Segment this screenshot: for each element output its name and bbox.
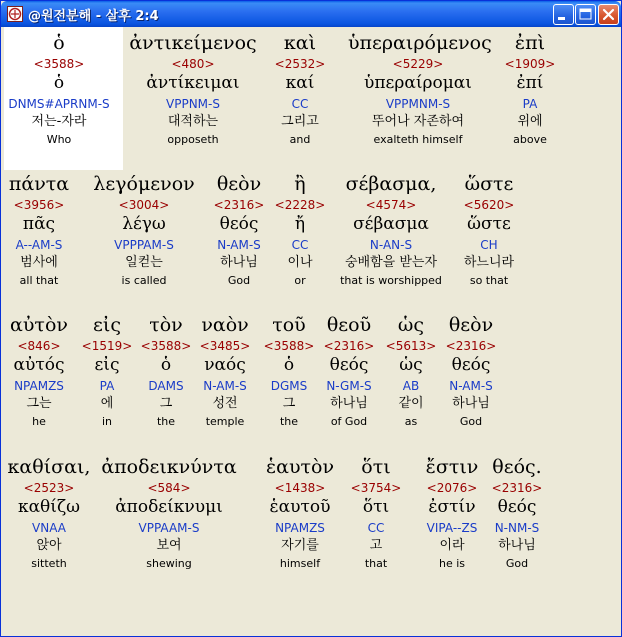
english-gloss: the: [156, 415, 176, 428]
lemma-word: λέγω: [122, 214, 166, 234]
korean-gloss: 하느니라: [463, 255, 515, 270]
greek-word: ὁ: [53, 32, 65, 54]
greek-word: θεοῦ: [326, 314, 372, 336]
english-gloss: he: [32, 415, 46, 428]
strong-number: <846>: [17, 339, 61, 353]
greek-word: ἀντικείμενος: [129, 32, 257, 54]
korean-gloss: 이나: [287, 255, 313, 270]
strong-number: <2316>: [491, 481, 543, 495]
parsing-code: VPPAAM-S: [138, 521, 200, 535]
korean-gloss: 하나님: [452, 396, 490, 411]
korean-gloss: 그: [282, 396, 296, 411]
korean-gloss: 숭배함을 받는자: [344, 255, 438, 270]
lemma-word: πᾶς: [22, 214, 56, 234]
window-title: @원전분해 - 살후 2:4: [28, 9, 159, 24]
korean-gloss: 위에: [517, 114, 543, 129]
parsing-code: VNAA: [32, 521, 66, 535]
english-gloss: and: [289, 133, 311, 146]
korean-gloss: 에: [100, 396, 114, 411]
lemma-word: ὑπεραίρομαι: [364, 73, 472, 93]
greek-word: τὸν: [149, 314, 183, 336]
greek-word: σέβασμα,: [345, 173, 437, 195]
strong-number: <5613>: [385, 339, 437, 353]
english-gloss: God: [227, 274, 251, 287]
strong-number: <2316>: [323, 339, 375, 353]
korean-gloss: 같이: [398, 396, 424, 411]
parsing-code: VPPPAM-S: [114, 238, 174, 252]
korean-gloss: 일컫는: [125, 255, 163, 270]
greek-word: ἀποδεικνύντα: [101, 456, 237, 478]
english-gloss: so that: [469, 274, 509, 287]
greek-word: καὶ: [283, 32, 317, 54]
greek-word: ἔστιν: [425, 456, 479, 478]
english-gloss: above: [513, 133, 547, 146]
greek-word: ἑαυτὸν: [265, 456, 335, 478]
lemma-word: ναός: [204, 355, 246, 375]
strong-number: <2076>: [426, 481, 478, 495]
close-button[interactable]: [598, 4, 619, 25]
english-gloss: exalteth himself: [373, 133, 463, 146]
english-gloss: God: [459, 415, 483, 428]
english-gloss: sitteth: [31, 557, 67, 570]
parsing-code: CC: [291, 97, 309, 111]
lemma-word: ἤ: [294, 214, 306, 234]
greek-word: εἰς: [93, 314, 121, 336]
greek-word: ὅτι: [361, 456, 391, 478]
korean-gloss: 대적하는: [167, 114, 219, 129]
strong-number: <2523>: [23, 481, 75, 495]
korean-gloss: 성전: [212, 396, 238, 411]
english-gloss: all that: [19, 274, 59, 287]
parsing-code: VPPNM-S: [166, 97, 220, 111]
minimize-button[interactable]: [553, 4, 574, 25]
lemma-word: θεός: [497, 497, 537, 517]
parsing-code: VPPMNM-S: [385, 97, 451, 111]
parsing-code: N-NM-S: [494, 521, 540, 535]
greek-word: θεὸν: [448, 314, 494, 336]
korean-gloss: 고: [369, 538, 383, 553]
lemma-word: καί: [285, 73, 315, 93]
parsing-code: PA: [522, 97, 538, 111]
parsing-code: NPAMZS: [275, 521, 325, 535]
parsing-code: DGMS: [270, 379, 308, 393]
strong-number: <3004>: [118, 198, 170, 212]
lemma-word: ἀποδείκνυμι: [115, 497, 223, 517]
parsing-code: NPAMZS: [14, 379, 64, 393]
parsing-code: CC: [291, 238, 309, 252]
strong-number: <3485>: [199, 339, 251, 353]
english-gloss: himself: [279, 557, 321, 570]
english-gloss: as: [404, 415, 418, 428]
korean-gloss: 하나님: [220, 255, 258, 270]
strong-number: <3588>: [140, 339, 192, 353]
analysis-panel[interactable]: [4, 27, 618, 634]
strong-number: <2532>: [274, 57, 326, 71]
lemma-word: θεός: [219, 214, 259, 234]
parsing-code: CH: [480, 238, 498, 252]
greek-word: ναὸν: [201, 314, 249, 336]
korean-gloss: 저는-자라: [31, 114, 87, 129]
parsing-code: DNMS#APRNM-S: [8, 97, 110, 111]
lemma-word: θεός: [451, 355, 491, 375]
korean-gloss: 이라: [439, 538, 465, 553]
korean-gloss: 하나님: [330, 396, 368, 411]
english-gloss: that: [364, 557, 388, 570]
lemma-word: ἑαυτοῦ: [269, 497, 331, 517]
strong-number: <5229>: [392, 57, 444, 71]
strong-number: <3956>: [13, 198, 65, 212]
parsing-code: DAMS: [148, 379, 184, 393]
korean-gloss: 하나님: [498, 538, 536, 553]
greek-word: θεός.: [492, 456, 542, 478]
lemma-word: εἰς: [94, 355, 120, 375]
lemma-word: ὁ: [53, 73, 65, 93]
parsing-code: N-GM-S: [326, 379, 372, 393]
strong-number: <3754>: [350, 481, 402, 495]
lemma-word: αὐτός: [13, 355, 65, 375]
strong-number: <3588>: [33, 57, 85, 71]
lemma-word: θεός: [329, 355, 369, 375]
english-gloss: shewing: [146, 557, 192, 570]
strong-number: <4574>: [365, 198, 417, 212]
english-gloss: that is worshipped: [340, 274, 442, 287]
strong-number: <1438>: [274, 481, 326, 495]
lemma-word: ὁ: [283, 355, 295, 375]
maximize-icon: [576, 5, 595, 24]
english-gloss: is called: [121, 274, 167, 287]
greek-word: ἢ: [294, 173, 306, 195]
english-gloss: the: [279, 415, 299, 428]
parsing-code: VIPA--ZS: [426, 521, 478, 535]
lemma-word: ὅτι: [362, 497, 390, 517]
english-gloss: opposeth: [167, 133, 219, 146]
english-gloss: or: [294, 274, 306, 287]
lemma-word: ὥστε: [467, 214, 511, 234]
strong-number: <3588>: [263, 339, 315, 353]
strong-number: <584>: [147, 481, 191, 495]
english-gloss: God: [505, 557, 529, 570]
strong-number: <1519>: [81, 339, 133, 353]
lemma-word: ὡς: [399, 355, 423, 375]
parsing-code: N-AM-S: [217, 238, 261, 252]
strong-number: <2228>: [274, 198, 326, 212]
greek-word: τοῦ: [272, 314, 306, 336]
lemma-word: ἐστίν: [428, 497, 476, 517]
strong-number: <480>: [171, 57, 215, 71]
korean-gloss: 앉아: [36, 538, 62, 553]
korean-gloss: 범사에: [20, 255, 58, 270]
korean-gloss: 그는: [26, 396, 52, 411]
korean-gloss: 그: [159, 396, 173, 411]
english-gloss: Who: [46, 133, 72, 146]
greek-word: πάντα: [8, 173, 70, 195]
parsing-code: PA: [99, 379, 115, 393]
title-bar[interactable]: [1, 1, 621, 27]
korean-gloss: 보여: [156, 538, 182, 553]
greek-word: θεὸν: [216, 173, 262, 195]
english-gloss: temple: [205, 415, 245, 428]
strong-number: <1909>: [504, 57, 556, 71]
minimize-icon: [554, 5, 573, 24]
parsing-code: N-AM-S: [203, 379, 247, 393]
english-gloss: of God: [330, 415, 368, 428]
english-gloss: in: [101, 415, 113, 428]
parsing-code: N-AM-S: [449, 379, 493, 393]
greek-word: ἐπὶ: [514, 32, 546, 54]
lemma-word: ὁ: [160, 355, 172, 375]
greek-word: ὡς: [397, 314, 425, 336]
app-icon[interactable]: [7, 6, 23, 22]
korean-gloss: 뚜어나 자존하여: [371, 114, 465, 129]
lemma-word: ἐπί: [516, 73, 544, 93]
greek-word: ὥστε: [464, 173, 514, 195]
greek-word: λεγόμενον: [93, 173, 195, 195]
korean-gloss: 그리고: [281, 114, 319, 129]
parsing-code: A--AM-S: [15, 238, 63, 252]
strong-number: <2316>: [213, 198, 265, 212]
greek-word: καθίσαι,: [7, 456, 91, 478]
greek-word: ὑπεραιρόμενος: [348, 32, 492, 54]
parsing-code: CC: [367, 521, 385, 535]
korean-gloss: 자기를: [281, 538, 319, 553]
greek-word: αὐτὸν: [10, 314, 68, 336]
strong-number: <2316>: [445, 339, 497, 353]
lemma-word: καθίζω: [17, 497, 81, 517]
lemma-word: ἀντίκειμαι: [146, 73, 240, 93]
english-gloss: he is: [438, 557, 466, 570]
parsing-code: AB: [402, 379, 420, 393]
close-icon: [599, 5, 618, 24]
maximize-button[interactable]: [575, 4, 596, 25]
strong-number: <5620>: [463, 198, 515, 212]
lemma-word: σέβασμα: [353, 214, 429, 234]
parsing-code: N-AN-S: [369, 238, 413, 252]
